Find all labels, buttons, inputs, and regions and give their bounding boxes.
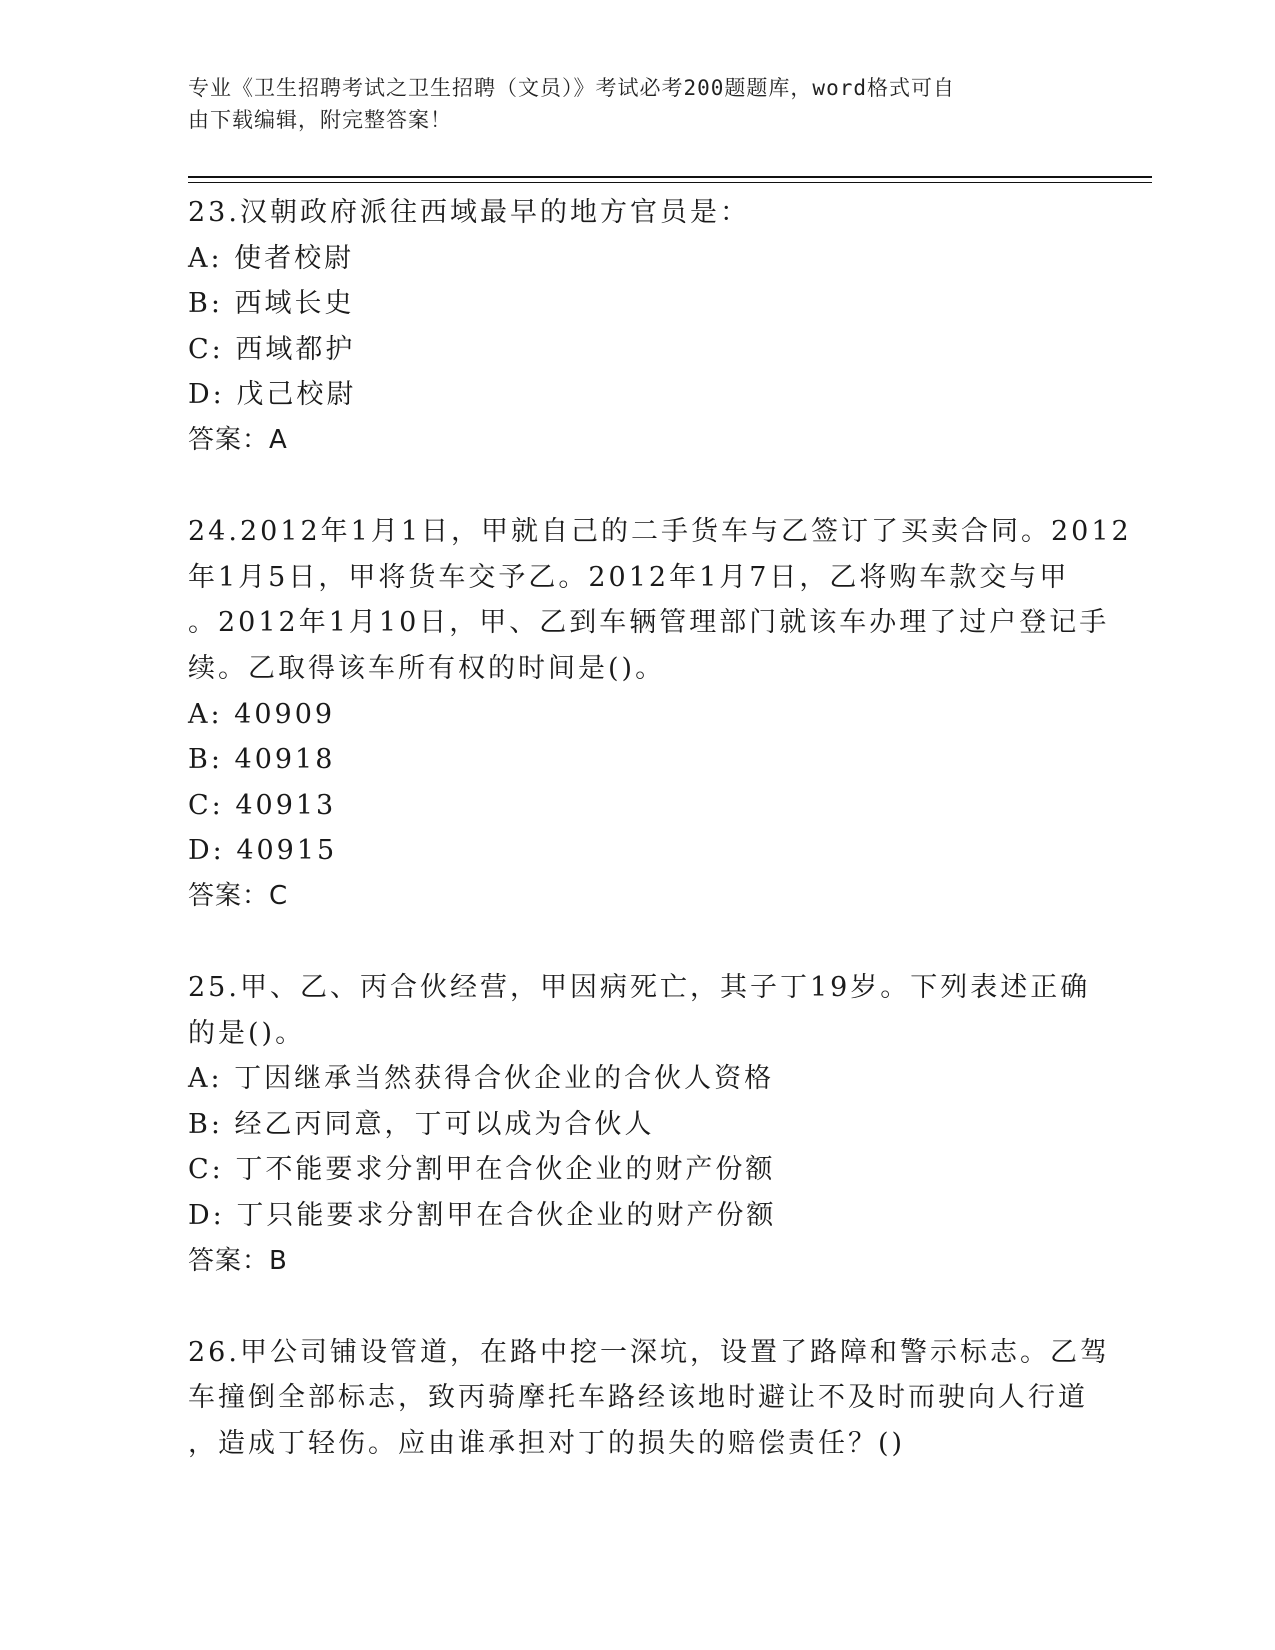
question-text-line-2: 年1月5日，甲将货车交予乙。2012年1月7日，乙将购车款交与甲	[188, 561, 1070, 593]
document-header	[188, 72, 1068, 136]
option-b: B: 经乙丙同意，丁可以成为合伙人	[188, 1108, 655, 1140]
question-text-line-3: 。2012年1月10日，甲、乙到车辆管理部门就该车办理了过户登记手	[188, 607, 1110, 639]
question-text-line-2: 车撞倒全部标志，致丙骑摩托车路经该地时避让不及时而驶向人行道	[188, 1382, 1088, 1414]
question-text-line-2: 的是()。	[188, 1017, 306, 1049]
question-spacer	[188, 1284, 1088, 1330]
question-block-23	[188, 190, 1088, 464]
question-text-line-4: 续。乙取得该车所有权的时间是()。	[188, 652, 666, 684]
option-c: C: 丁不能要求分割甲在合伙企业的财产份额	[188, 1154, 776, 1186]
question-block-26	[188, 1330, 1110, 1467]
header-line-1: 专业《卫生招聘考试之卫生招聘（文员）》考试必考200题题库，word格式可自	[188, 76, 955, 100]
question-spacer	[188, 464, 1088, 510]
question-text-line-1: 24.2012年1月1日，甲就自己的二手货车与乙签订了买卖合同。2012	[188, 516, 1132, 548]
header-line-2: 由下载编辑，附完整答案！	[188, 108, 452, 132]
answer-line: 答案：C	[188, 880, 289, 911]
question-text: 23.汉朝政府派往西域最早的地方官员是：	[188, 197, 750, 228]
option-d: D: 40915	[188, 835, 338, 867]
question-text-line-1: 26.甲公司铺设管道，在路中挖一深坑，设置了路障和警示标志。乙驾	[188, 1336, 1110, 1368]
option-d: D: 丁只能要求分割甲在合伙企业的财产份额	[188, 1200, 777, 1232]
option-b: B: 西域长史	[188, 288, 355, 320]
question-text-line-1: 25.甲、乙、丙合伙经营，甲因病死亡，其子丁19岁。下列表述正确	[188, 972, 1091, 1004]
question-text-line-3: ，造成丁轻伤。应由谁承担对丁的损失的赔偿责任？()	[188, 1428, 906, 1460]
option-b: B: 40918	[188, 744, 336, 776]
answer-line: 答案：B	[188, 1245, 288, 1276]
option-a: A: 使者校尉	[188, 242, 355, 274]
question-block-25	[188, 965, 1091, 1284]
question-block-24	[188, 509, 1132, 919]
header-divider-thin	[188, 182, 1152, 183]
option-c: C: 40913	[188, 789, 337, 821]
option-c: C: 西域都护	[188, 333, 356, 365]
header-divider-thick	[188, 176, 1152, 178]
option-a: A: 40909	[188, 698, 336, 730]
answer-line: 答案：A	[188, 424, 288, 455]
question-list	[188, 190, 1132, 1467]
option-a: A: 丁因继承当然获得合伙企业的合伙人资格	[188, 1063, 775, 1095]
question-spacer	[188, 920, 1088, 966]
option-d: D: 戊己校尉	[188, 379, 357, 411]
